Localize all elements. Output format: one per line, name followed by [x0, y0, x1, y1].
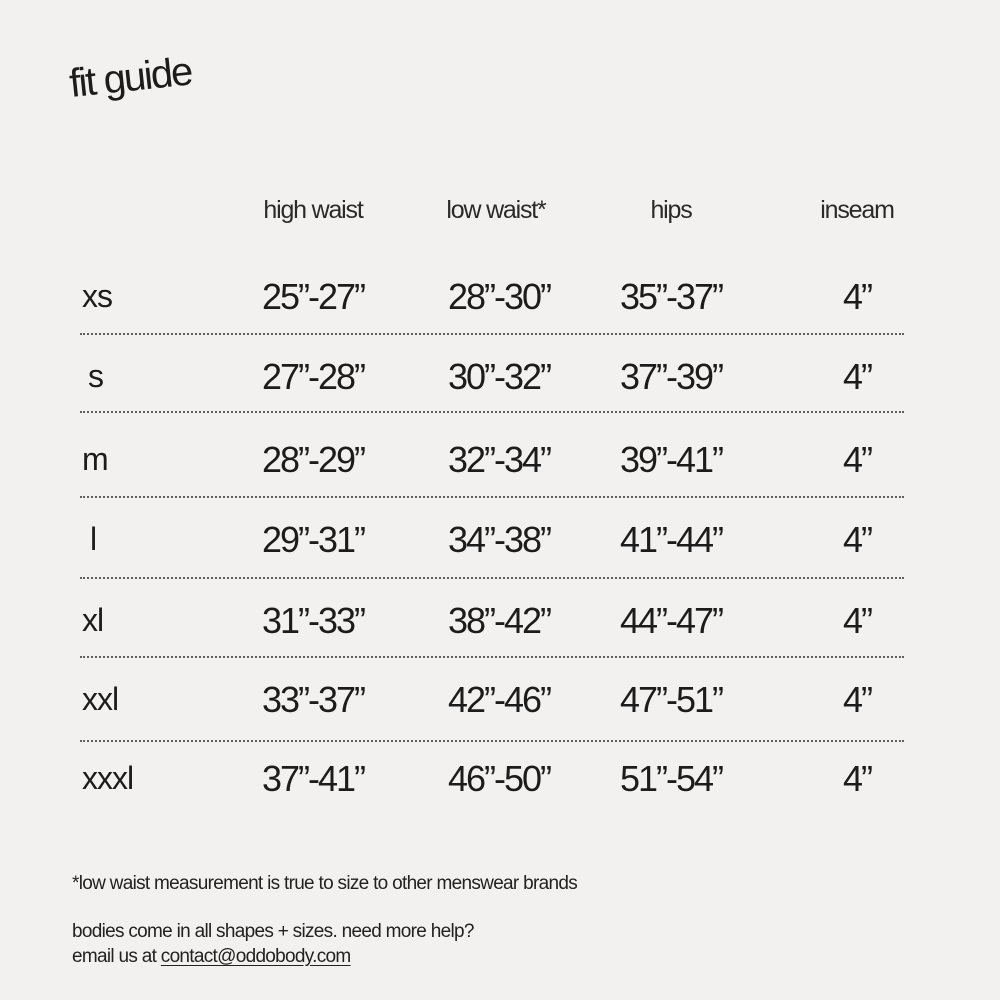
size-label: xs: [82, 278, 112, 314]
row-divider: [80, 496, 904, 498]
high-waist-value: 27”-28”: [261, 356, 365, 397]
low-waist-value: 46”-50”: [447, 758, 551, 799]
table-row: [0, 350, 1000, 410]
inseam-value: 4”: [842, 276, 872, 317]
hips-value: 44”-47”: [619, 600, 723, 641]
header-inseam: inseam: [820, 196, 894, 224]
inseam-value: 4”: [842, 356, 872, 397]
low-waist-value: 28”-30”: [447, 276, 551, 317]
high-waist-value: 25”-27”: [261, 276, 365, 317]
page-title: fit guide: [67, 49, 194, 107]
contact-line: [72, 945, 351, 969]
size-label: xxxl: [82, 760, 134, 796]
low-waist-value: 38”-42”: [447, 600, 551, 641]
low-waist-value: 32”-34”: [447, 439, 551, 480]
header-high-waist: high waist: [263, 196, 363, 224]
hips-value: 51”-54”: [619, 758, 723, 799]
footnote: *low waist measurement is true to size to other menswear brands: [72, 873, 578, 894]
size-label: m: [82, 441, 108, 477]
size-label: xl: [82, 602, 104, 638]
hips-value: 47”-51”: [619, 679, 723, 720]
header-low-waist: low waist*: [446, 196, 546, 224]
low-waist-value: 30”-32”: [447, 356, 551, 397]
high-waist-value: 33”-37”: [261, 679, 365, 720]
row-divider: [80, 740, 904, 742]
row-divider: [80, 656, 904, 658]
row-divider: [80, 333, 904, 335]
table-row: [0, 433, 1000, 493]
size-label: s: [88, 358, 103, 394]
inseam-value: 4”: [842, 439, 872, 480]
hips-value: 37”-39”: [619, 356, 723, 397]
row-divider: [80, 411, 904, 413]
table-row: [0, 513, 1000, 573]
size-label: l: [90, 521, 97, 557]
contact-email-link[interactable]: contact@oddobody.com: [160, 946, 351, 967]
inseam-value: 4”: [842, 679, 872, 720]
hips-value: 39”-41”: [619, 439, 723, 480]
inseam-value: 4”: [842, 758, 872, 799]
contact-prefix: email us at: [72, 946, 161, 967]
hips-value: 41”-44”: [619, 519, 723, 560]
low-waist-value: 34”-38”: [447, 519, 551, 560]
inseam-value: 4”: [842, 519, 872, 560]
high-waist-value: 31”-33”: [261, 600, 365, 641]
table-row: [0, 673, 1000, 733]
table-row: [0, 270, 1000, 330]
hips-value: 35”-37”: [619, 276, 723, 317]
size-label: xxl: [82, 681, 119, 717]
table-row: [0, 752, 1000, 812]
inseam-value: 4”: [842, 600, 872, 641]
table-row: [0, 594, 1000, 654]
high-waist-value: 37”-41”: [261, 758, 365, 799]
high-waist-value: 29”-31”: [261, 519, 365, 560]
high-waist-value: 28”-29”: [261, 439, 365, 480]
row-divider: [80, 577, 904, 579]
low-waist-value: 42”-46”: [447, 679, 551, 720]
help-text: bodies come in all shapes + sizes. need more help?: [72, 921, 474, 942]
header-hips: hips: [650, 196, 692, 224]
